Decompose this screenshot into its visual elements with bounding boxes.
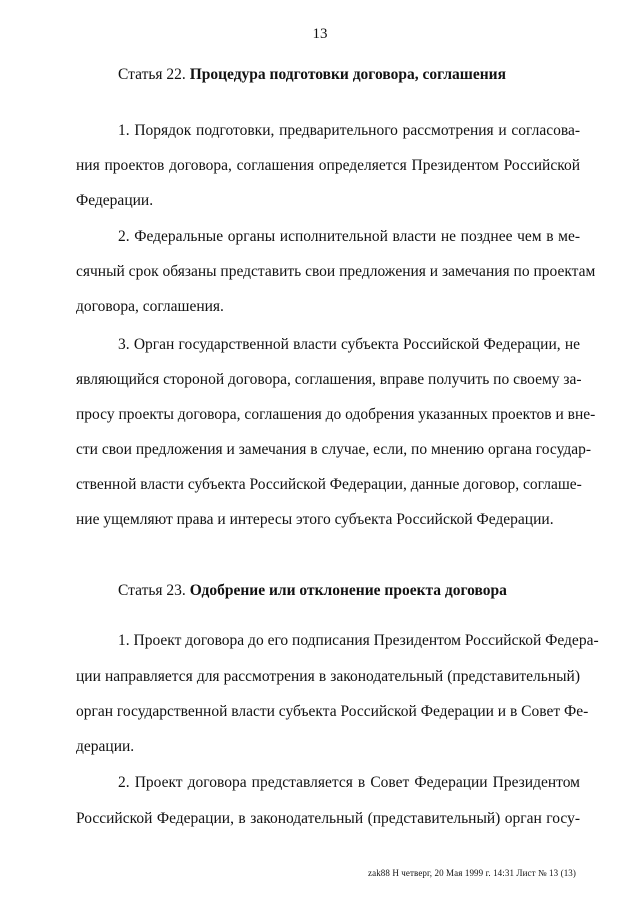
article-22-p3-line-5: ственной власти субъекта Российской Федерации, данные договор, соглаше- <box>76 476 582 493</box>
article-23-p1-line-1: 1. Проект договора до его подписания Президентом Российской Федера- <box>118 632 599 649</box>
page-number: 13 <box>312 26 328 42</box>
article-22-p3-line-6: ние ущемляют права и интересы этого субъекта Российской Федерации. <box>76 511 554 528</box>
article-23-p2-line-2: Российской Федерации, в законодательный (представительный) орган госу- <box>76 810 580 827</box>
article-23-p2-line-1: 2. Проект договора представляется в Совет Федерации Президентом <box>118 774 580 791</box>
article-22-p1-line-2: ния проектов договора, соглашения определяется Президентом Российской <box>76 157 580 174</box>
article-22-p2-line-2: сячный срок обязаны представить свои предложения и замечания по проектам <box>76 263 596 280</box>
article-22-p3-line-2: являющийся стороной договора, соглашения, вправе получить по своему за- <box>76 371 582 388</box>
print-footer: zak88 H четверг, 20 Мая 1999 г. 14:31 Лист № 13 (13) <box>368 868 577 878</box>
article-22-p2-line-3: договора, соглашения. <box>76 298 224 315</box>
article-23-p1-line-3: орган государственной власти субъекта Российской Федерации и в Совет Фе- <box>76 703 589 720</box>
article-22-p1-line-3: Федерации. <box>76 192 154 209</box>
article-23-title: Одобрение или отклонение проекта договора <box>189 582 507 599</box>
article-22-heading <box>118 66 506 84</box>
article-23-label: Статья 23. <box>118 582 186 599</box>
article-22-p3-line-4: сти свои предложения и замечания в случае, если, по мнению органа государ- <box>76 441 592 458</box>
article-23-p1-line-2: ции направляется для рассмотрения в законодательный (представительный) <box>76 668 580 685</box>
article-22-p3-line-3: просу проекты договора, соглашения до одобрения указанных проектов и вне- <box>76 406 596 423</box>
article-23-p1-line-4: дерации. <box>76 738 135 755</box>
article-23-heading <box>118 582 507 600</box>
article-22-p1-line-1: 1. Порядок подготовки, предварительного рассмотрения и согласова- <box>118 122 580 139</box>
article-22-p3-line-1: 3. Орган государственной власти субъекта Российской Федерации, не <box>118 336 580 353</box>
article-22-label: Статья 22. <box>118 66 186 83</box>
article-22-title: Процедура подготовки договора, соглашения <box>189 66 506 83</box>
article-22-p2-line-1: 2. Федеральные органы исполнительной власти не позднее чем в ме- <box>118 228 580 245</box>
